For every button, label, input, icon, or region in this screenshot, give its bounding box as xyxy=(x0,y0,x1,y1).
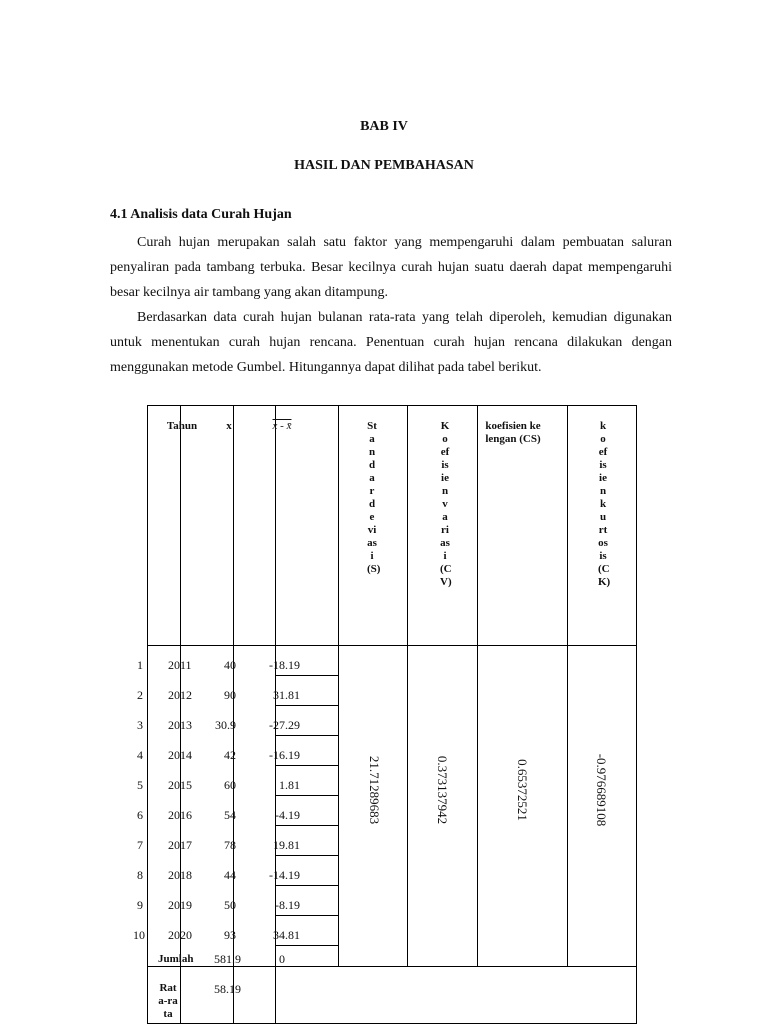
row-number: 6 xyxy=(137,808,143,822)
cs-value: 0.65372521 xyxy=(515,759,530,821)
row-year: 2011 xyxy=(168,658,192,672)
row-number: 4 xyxy=(137,748,143,762)
row-number: 7 xyxy=(137,838,143,852)
row-x: 93 xyxy=(224,928,236,942)
row-x: 78 xyxy=(224,838,236,852)
row-x: 44 xyxy=(224,868,236,882)
row-year: 2020 xyxy=(168,928,192,942)
row-deviation: -27.29 xyxy=(269,718,300,732)
row-x: 42 xyxy=(224,748,236,762)
header-tahun: Tahun xyxy=(166,420,198,432)
row-x: 60 xyxy=(224,778,236,792)
row-deviation: -16.19 xyxy=(269,748,300,762)
section-title: 4.1 Analisis data Curah Hujan xyxy=(110,207,292,222)
rata-x: 58.19 xyxy=(214,982,241,996)
cv-value: 0.373137942 xyxy=(435,755,450,825)
row-number: 8 xyxy=(137,868,143,882)
row-year: 2015 xyxy=(168,778,192,792)
header-koefisien-kurtosis: koefisien kurtosis (CK) xyxy=(598,420,611,588)
row-year: 2013 xyxy=(168,718,192,732)
row-deviation: -18.19 xyxy=(269,658,300,672)
row-number: 1 xyxy=(137,658,143,672)
row-deviation: -14.19 xyxy=(269,868,300,882)
row-deviation: 31.81 xyxy=(273,688,300,702)
header-koefisien-variasi: Koefisien variasi (CV) xyxy=(440,420,452,588)
row-year: 2014 xyxy=(168,748,192,762)
row-year: 2012 xyxy=(168,688,192,702)
jumlah-dev: 0 xyxy=(279,952,285,966)
row-x: 50 xyxy=(224,898,236,912)
row-year: 2018 xyxy=(168,868,192,882)
jumlah-x: 581.9 xyxy=(214,952,241,966)
header-x: x xyxy=(226,420,232,432)
row-number: 9 xyxy=(137,898,143,912)
row-x: 54 xyxy=(224,808,236,822)
row-year: 2017 xyxy=(168,838,192,852)
row-number: 2 xyxy=(137,688,143,702)
row-year: 2016 xyxy=(168,808,192,822)
rata-label: Rata-rata xyxy=(158,982,178,1020)
row-x: 90 xyxy=(224,688,236,702)
row-number: 5 xyxy=(137,778,143,792)
header-koefisien-kelengan: koefisien kelengan (CS) xyxy=(485,420,541,445)
chapter-title: HASIL DAN PEMBAHASAN xyxy=(294,158,474,173)
row-deviation: 19.81 xyxy=(273,838,300,852)
row-deviation: 34.81 xyxy=(273,928,300,942)
row-deviation: -8.19 xyxy=(275,898,300,912)
row-number: 10 xyxy=(133,928,145,942)
ck-value: -0.976689108 xyxy=(594,753,609,827)
jumlah-label: Jumlah xyxy=(158,953,194,965)
paragraph-1: Curah hujan merupakan salah satu faktor yang mempengaruhi dalam pembuatan saluran penyaliran pada tambang terbuka. Besar kecilnya curah hujan suatu daerah dapat mempengaruhi besar kecilnya air tambang yang akan ditampung. xyxy=(110,235,672,300)
paragraph-2: Berdasarkan data curah hujan bulanan rata-rata yang telah diperoleh, kemudian digunakan untuk menentukan curah hujan rencana. Penentuan curah hujan rencana dilakukan dengan menggunakan metode Gumbel. Hitungannya dapat dilihat pada tabel berikut. xyxy=(110,310,672,375)
chapter-number: BAB IV xyxy=(360,119,408,134)
row-deviation: 1.81 xyxy=(279,778,300,792)
row-number: 3 xyxy=(137,718,143,732)
header-x-minus-mean: x - x̄ xyxy=(272,420,292,432)
row-x: 40 xyxy=(224,658,236,672)
row-year: 2019 xyxy=(168,898,192,912)
row-deviation: -4.19 xyxy=(275,808,300,822)
std-dev-value: 21.71289683 xyxy=(367,755,382,825)
row-x: 30.9 xyxy=(215,718,236,732)
header-standar-deviasi: Standar deviasi (S) xyxy=(367,420,381,575)
